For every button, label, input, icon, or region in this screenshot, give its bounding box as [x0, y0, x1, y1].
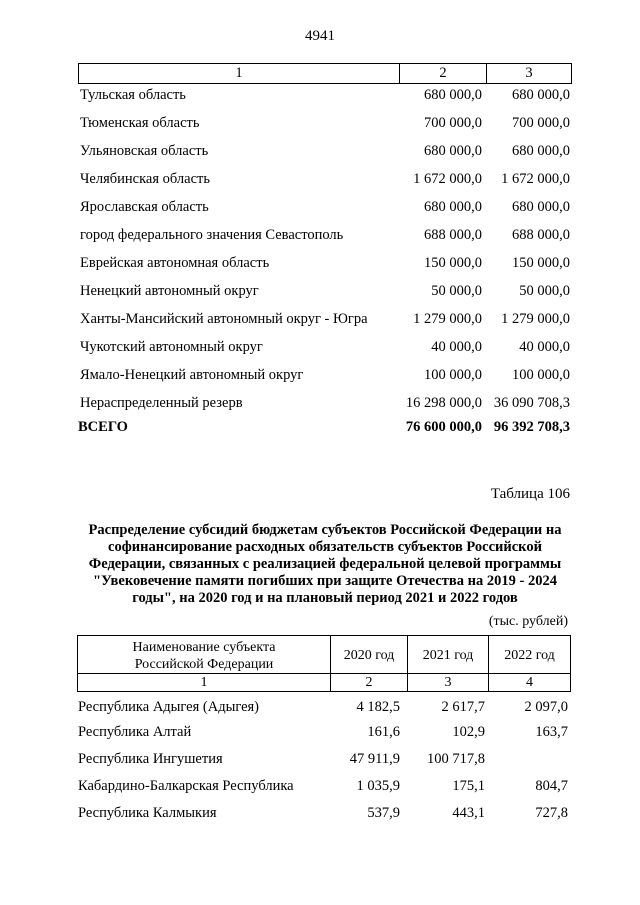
- region-name: Чукотский автономный округ: [80, 339, 263, 355]
- value-col3: 1 672 000,0: [501, 171, 570, 187]
- header-region-name: [78, 639, 330, 673]
- region-name: Республика Ингушетия: [78, 751, 223, 767]
- header-region-line2: Российской Федерации: [134, 657, 274, 672]
- value-col2: 680 000,0: [424, 143, 482, 159]
- value-2022: 2 097,0: [524, 699, 568, 715]
- table-row: [0, 253, 640, 273]
- value-col3: 680 000,0: [512, 143, 570, 159]
- region-name: Ульяновская область: [80, 143, 209, 159]
- table2-header: [77, 635, 571, 692]
- value-2021: 2 617,7: [441, 699, 485, 715]
- table-row: [0, 281, 640, 301]
- table1-header: [78, 63, 572, 84]
- table-row: [0, 197, 640, 217]
- table-row: [0, 776, 640, 796]
- value-col3: 688 000,0: [512, 227, 570, 243]
- header-num-3: 3: [444, 675, 452, 690]
- region-name: Республика Адыгея (Адыгея): [78, 699, 260, 715]
- table-row: [0, 722, 640, 742]
- table-row: [0, 803, 640, 823]
- table1-header-col2: 2: [439, 65, 447, 81]
- value-2021: 175,1: [452, 778, 485, 794]
- value-col2: 1 279 000,0: [413, 311, 482, 327]
- value-col2: 680 000,0: [424, 199, 482, 215]
- value-col2: 40 000,0: [431, 339, 482, 355]
- table-row: [0, 393, 640, 413]
- value-col2: 16 298 000,0: [405, 395, 482, 411]
- table-row: [0, 169, 640, 189]
- value-col2: 700 000,0: [424, 115, 482, 131]
- region-name: Нераспределенный резерв: [80, 395, 243, 411]
- units-label: (тыс. рублей): [488, 614, 568, 629]
- header-num-2: 2: [365, 675, 373, 690]
- table-row: [0, 337, 640, 357]
- total-label: ВСЕГО: [78, 419, 128, 435]
- total-col3: 96 392 708,3: [493, 419, 570, 435]
- value-2020: 1 035,9: [356, 778, 400, 794]
- value-col2: 100 000,0: [424, 367, 482, 383]
- total-col2: 76 600 000,0: [405, 419, 482, 435]
- value-2022: 804,7: [535, 778, 568, 794]
- value-col3: 100 000,0: [512, 367, 570, 383]
- table-row: [0, 225, 640, 245]
- region-name: Ярославская область: [80, 199, 209, 215]
- value-2020: 4 182,5: [356, 699, 400, 715]
- table-row: [0, 141, 640, 161]
- value-col3: 680 000,0: [512, 87, 570, 103]
- region-name: Ямало-Ненецкий автономный округ: [80, 367, 304, 383]
- table-number: Таблица 106: [490, 486, 570, 502]
- header-num-4: 4: [526, 675, 533, 690]
- value-col3: 150 000,0: [512, 255, 570, 271]
- value-col3: 40 000,0: [519, 339, 570, 355]
- header-2022: 2022 год: [504, 648, 555, 663]
- region-name: Ханты-Мансийский автономный округ - Югра: [80, 311, 368, 327]
- region-name: Республика Алтай: [78, 724, 192, 740]
- table-title-line: Федерации, связанных с реализацией федеральной целевой программы: [88, 556, 562, 572]
- value-col3: 700 000,0: [512, 115, 570, 131]
- page-number: 4941: [305, 28, 335, 44]
- value-col2: 50 000,0: [431, 283, 482, 299]
- value-col2: 150 000,0: [424, 255, 482, 271]
- value-2022: 163,7: [535, 724, 568, 740]
- region-name: Челябинская область: [80, 171, 210, 187]
- value-col3: 1 279 000,0: [501, 311, 570, 327]
- value-col3: 680 000,0: [512, 199, 570, 215]
- header-2021: 2021 год: [422, 648, 474, 663]
- region-name: Кабардино-Балкарская Республика: [78, 778, 294, 794]
- value-col3: 36 090 708,3: [493, 395, 570, 411]
- value-col2: 688 000,0: [424, 227, 482, 243]
- header-num-1: 1: [200, 675, 208, 690]
- value-col2: 680 000,0: [424, 87, 482, 103]
- value-2021: 102,9: [452, 724, 485, 740]
- table-row: [0, 749, 640, 769]
- table1-header-col1: 1: [235, 65, 243, 81]
- table-title-line: "Увековечение памяти погибших при защите Отечества на 2019 - 2024: [93, 573, 557, 589]
- table-row: [0, 697, 640, 717]
- table-title: [70, 522, 580, 607]
- value-2020: 537,9: [367, 805, 400, 821]
- value-2022: 727,8: [535, 805, 568, 821]
- table-title-line: Распределение субсидий бюджетам субъектов Российской Федерации на: [88, 522, 562, 538]
- table-row: [0, 309, 640, 329]
- table1-header-col3: 3: [525, 65, 533, 81]
- region-name: Еврейская автономная область: [80, 255, 270, 271]
- table-total-row: [0, 417, 640, 437]
- header-2020: 2020 год: [343, 648, 395, 663]
- region-name: Республика Калмыкия: [78, 805, 217, 821]
- region-name: Тульская область: [80, 87, 186, 103]
- region-name: Тюменская область: [80, 115, 200, 131]
- header-region-line1: Наименование субъекта: [132, 640, 276, 655]
- table-row: [0, 113, 640, 133]
- region-name: город федерального значения Севастополь: [80, 227, 344, 243]
- table-title-line: софинансирование расходных обязательств субъектов Российской: [108, 539, 542, 555]
- value-2021: 100 717,8: [427, 751, 485, 767]
- value-2020: 161,6: [367, 724, 400, 740]
- table-row: [0, 365, 640, 385]
- value-col3: 50 000,0: [519, 283, 570, 299]
- value-col2: 1 672 000,0: [413, 171, 482, 187]
- value-2021: 443,1: [452, 805, 485, 821]
- value-2020: 47 911,9: [349, 751, 400, 767]
- table-title-line: годы", на 2020 год и на плановый период 2021 и 2022 годов: [132, 590, 518, 606]
- region-name: Ненецкий автономный округ: [80, 283, 259, 299]
- table-row: [0, 85, 640, 105]
